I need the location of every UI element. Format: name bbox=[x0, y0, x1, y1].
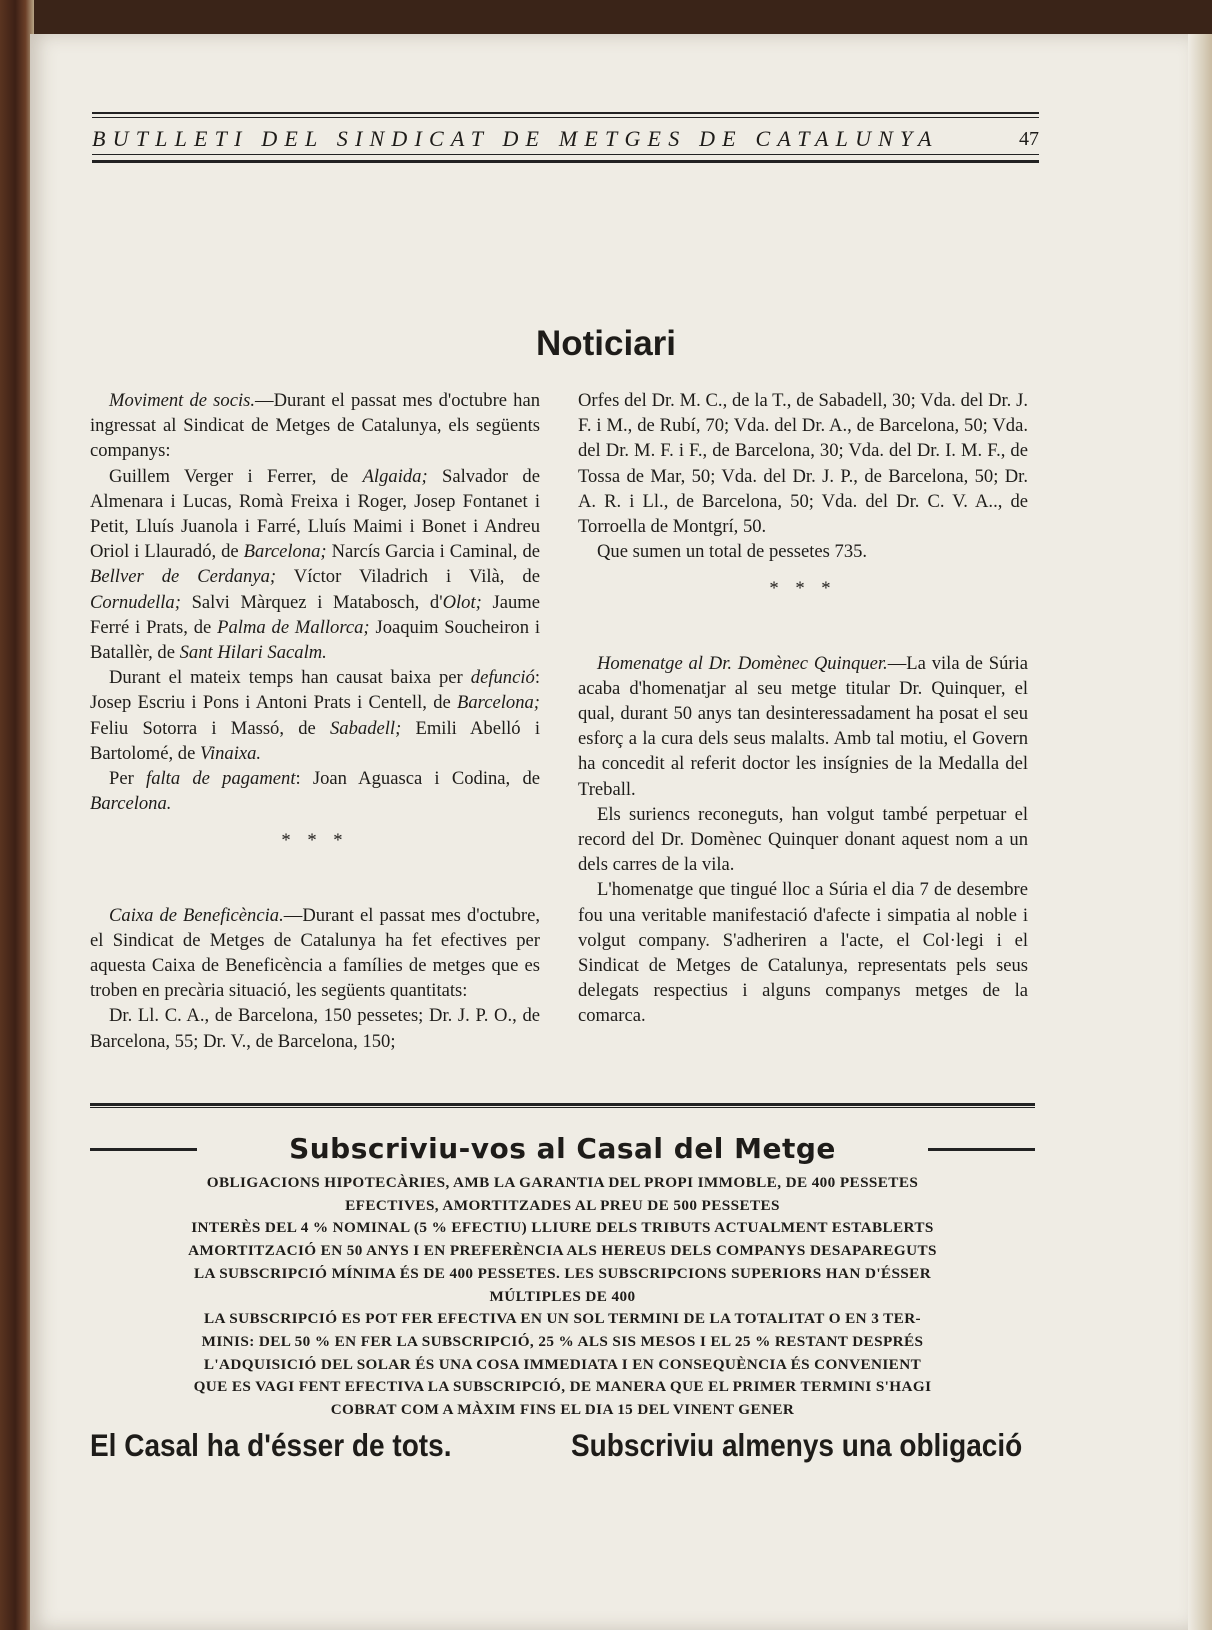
section-title: Noticiari bbox=[535, 324, 677, 363]
advert-line: INTERÈS DEL 4 % NOMINAL (5 % EFECTIU) LLIURE DELS TRIBUTS ACTUALMENT ESTABLERTS bbox=[191, 1219, 934, 1237]
place-name: Palma de Mallorca; bbox=[217, 616, 370, 638]
heading-italic: Moviment de socis. bbox=[109, 390, 256, 411]
place-name: Cornudella; bbox=[90, 591, 181, 613]
paragraph-nonpayment bbox=[90, 766, 540, 816]
paragraph-homage bbox=[578, 651, 1028, 802]
text: Per bbox=[109, 768, 147, 790]
book-binding-edge bbox=[0, 0, 34, 1630]
spacer bbox=[90, 866, 540, 903]
slogan-right: Subscriviu almenys una obligació bbox=[571, 1428, 1023, 1463]
heading-italic: Homenatge al Dr. Domènec Quinquer. bbox=[597, 652, 888, 674]
paragraph-benefit-fund bbox=[90, 903, 540, 1004]
place-name: Sabadell; bbox=[330, 717, 402, 739]
advert-terms bbox=[100, 1172, 1025, 1422]
heading-italic: Caixa de Beneficència. bbox=[109, 904, 284, 926]
spacer bbox=[578, 614, 1028, 651]
paragraph-donations: Dr. Ll. C. A., de Barcelona, 150 pessetes; Dr. J. P. O., de Barcelona, 55; Dr. V., de Barcelona, 150; bbox=[90, 1005, 540, 1052]
place-name: Barcelona; bbox=[457, 692, 540, 714]
paragraph-street: Els suriencs reconeguts, han volgut també perpetuar el record del Dr. Domènec Quinquer donant aquest nom a un dels carres de la vila. bbox=[578, 803, 1028, 876]
italic-term: defunció bbox=[470, 667, 535, 689]
advert-line: LA SUBSCRIPCIÓ MÍNIMA ÉS DE 400 PESSETES. LES SUBSCRIPCIONS SUPERIORS HAN D'ÉSSER bbox=[193, 1264, 932, 1282]
advert-top-rule bbox=[90, 1103, 1035, 1108]
text: Joaquim Soucheiron i Batallèr, de bbox=[90, 616, 541, 664]
advert-headline: Subscriviu-vos al Casal del Metge bbox=[289, 1132, 836, 1165]
page-number: 47 bbox=[1019, 128, 1039, 150]
left-column bbox=[90, 388, 540, 1054]
page-right-edge bbox=[1188, 34, 1212, 1630]
advert-line: OBLIGACIONS HIPOTECÀRIES, AMB LA GARANTIA DEL PROPI IMMOBLE, DE 400 PESSETES bbox=[206, 1174, 919, 1191]
advert-line: MÚLTIPLES DE 400 bbox=[489, 1287, 636, 1305]
advert-banner bbox=[90, 1132, 1035, 1166]
text: Durant el mateix temps han causat baixa per bbox=[109, 667, 471, 689]
place-name: Barcelona; bbox=[243, 541, 327, 563]
paragraph-members bbox=[90, 388, 540, 464]
journal-title: BUTLLETI DEL SINDICAT DE METGES DE CATALUNYA bbox=[92, 126, 939, 151]
text: Jaume Ferré i Prats, de bbox=[90, 591, 540, 638]
slogan-left: El Casal ha d'ésser de tots. bbox=[90, 1428, 452, 1463]
header-top-rule bbox=[92, 112, 1039, 118]
paragraph-deaths bbox=[90, 665, 540, 766]
italic-term: falta de pagament bbox=[146, 768, 296, 790]
paragraph-ceremony: L'homenatge que tingué lloc a Súria el dia 7 de desembre fou una veritable manifestació d'afecte i simpatia al noble i volgut company. S'adheriren a l'acte, el Col·legi i el Sindicat de Metges de Catalunya, representats pels seus delegats respectius i alguns companys metges de la comarca. bbox=[578, 879, 1028, 1027]
paragraph-new-members bbox=[90, 464, 540, 666]
paragraph-text: —La vila de Súria acaba d'homenatjar al seu metge titular Dr. Quinquer, el qual, durant 50 anys tan desinteressadament ha posat el seu esforç a la cura dels seus malalts. Amb tal motiu, el Govern ha concedit al referit doctor les insígnies de la Medalla del Treball. bbox=[578, 652, 1028, 800]
advert-line: LA SUBSCRIPCIÓ ES POT FER EFECTIVA EN UN SOL TERMINI DE LA TOTALITAT O EN 3 TER- bbox=[203, 1310, 922, 1328]
place-name: Barcelona. bbox=[90, 793, 172, 815]
paragraph-text: —Durant el passat mes d'octubre, el Sindicat de Metges de Catalunya ha fet efectives per aquesta Caixa de Beneficència a famílies de metges que es troben en precària situació, les següents quantitats: bbox=[90, 904, 540, 1002]
place-name: Algaida; bbox=[362, 465, 428, 487]
place-name: Olot; bbox=[442, 591, 482, 613]
text: Feliu Sotorra i Massó, de bbox=[90, 717, 330, 739]
section-separator: * * * bbox=[769, 578, 837, 600]
text: Guillem Verger i Ferrer, de bbox=[109, 465, 363, 487]
banner-rule-right bbox=[928, 1148, 1035, 1151]
paragraph-total: Que sumen un total de pessetes 735. bbox=[597, 541, 868, 563]
right-column bbox=[578, 388, 1028, 1029]
text: : Joan Aguasca i Codina, de bbox=[295, 768, 540, 790]
header-bottom-rule bbox=[92, 154, 1039, 163]
advert-line: AMORTITZACIÓ EN 50 ANYS I EN PREFERÈNCIA ALS HEREUS DELS COMPANYS DESAPAREGUTS bbox=[188, 1242, 937, 1260]
text: Salvi Màrquez i Matabosch, d' bbox=[180, 591, 443, 613]
text: Salvador de Almenara i Lucas, Romà Freixa i Roger, Josep Fontanet i Petit, Lluís Juanola i Farré, Lluís Maimi i Bonet i Andreu Oriol i Llauradó, de bbox=[90, 465, 540, 563]
place-name: Bellver de Cerdanya; bbox=[90, 566, 277, 588]
text: Narcís Garcia i Caminal, de bbox=[326, 541, 540, 563]
advert-line: QUE ES VAGI FENT EFECTIVA LA SUBSCRIPCIÓ, DE MANERA QUE EL PRIMER TERMINI S'HAGI bbox=[193, 1378, 932, 1396]
advert-line: COBRAT COM A MÀXIM FINS EL DIA 15 DEL VINENT GENER bbox=[330, 1401, 795, 1419]
place-name: Vinaixa. bbox=[199, 742, 262, 764]
text: : Josep Escriu i Pons i Antoni Prats i Centell, de bbox=[90, 667, 540, 714]
advert-line: MINIS: DEL 50 % EN FER LA SUBSCRIPCIÓ, 25 % ALS SIS MESOS I EL 25 % RESTANT DESPRÉS bbox=[201, 1332, 924, 1350]
text: Emili Abelló i Bartolomé, de bbox=[90, 717, 540, 764]
place-name: Sant Hilari Sacalm. bbox=[179, 642, 327, 664]
advert-line: EFECTIVES, AMORTITZADES AL PREU DE 500 PESSETES bbox=[345, 1196, 780, 1214]
running-header bbox=[92, 112, 1039, 172]
section-separator: * * * bbox=[281, 830, 349, 852]
advert-line: L'ADQUISICIÓ DEL SOLAR ÉS UNA COSA IMMEDIATA I EN CONSEQUÈNCIA ÉS CONVENIENT bbox=[203, 1355, 922, 1373]
paragraph-text: —Durant el passat mes d'octubre han ingressat al Sindicat de Metges de Catalunya, els següents companys: bbox=[90, 390, 540, 462]
text: Víctor Viladrich i Vilà, de bbox=[276, 566, 540, 588]
paragraph-donations-cont: Orfes del Dr. M. C., de la T., de Sabadell, 30; Vda. del Dr. J. F. i M., de Rubí, 70; Vda. del Dr. A., de Barcelona, 50; Vda. del Dr. M. F. i F., de Barcelona, 30; Vda. del Dr. I. M. F., de Tossa de Mar, 50; Vda. del Dr. J. P., de Barcelona, 50; Dr. A. R. i Ll., de Barcelona, 50; Vda. del Dr. C. V. A.., de Torroella de Montgrí, 50. bbox=[578, 390, 1028, 538]
